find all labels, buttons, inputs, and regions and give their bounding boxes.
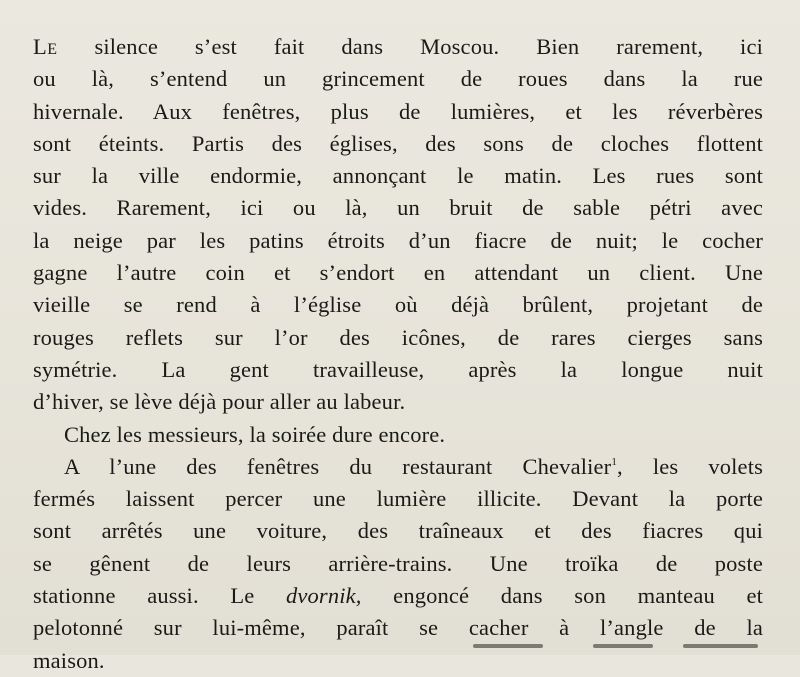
text-line-12: d’hiver, se lève déjà pour aller au labeur.	[33, 389, 406, 415]
text-line-5: sur la ville endormie, annonçant le matin. Les rues sont	[33, 163, 763, 189]
text-line-13: Chez les messieurs, la soirée dure encore.	[64, 421, 446, 447]
text-line-14	[33, 451, 763, 483]
footnote-marker: 1	[611, 455, 617, 468]
cropped-glyphs	[683, 644, 758, 648]
line-text: stationne aussi. Le	[33, 583, 286, 609]
drop-word: Le	[33, 34, 58, 59]
text-line-19: pelotonné sur lui-même, paraît se cacher à l’angle de la	[33, 615, 763, 641]
text-line-3: hivernale. Aux fenêtres, plus de lumières, et les réverbères	[33, 98, 763, 124]
text-line-20: maison.	[33, 647, 105, 673]
line-text: engoncé dans son manteau et	[361, 583, 764, 609]
italic-word: dvornik,	[286, 583, 362, 609]
text-line-17: se gênent de leurs arrière-trains. Une troïka de poste	[33, 550, 763, 576]
cropped-glyphs	[473, 644, 543, 648]
line-text: , les volets	[616, 453, 763, 479]
cropped-glyphs	[593, 644, 653, 648]
text-line-16: sont arrêtés une voiture, des traîneaux et des fiacres qui	[33, 518, 763, 544]
text-line-4: sont éteints. Partis des églises, des sons de cloches flottent	[33, 130, 763, 156]
text-line-18	[33, 580, 763, 612]
body-text	[33, 31, 763, 677]
text-line-15: fermés laissent percer une lumière illicite. Devant la porte	[33, 486, 763, 512]
text-line-11: symétrie. La gent travailleuse, après la longue nuit	[33, 356, 763, 382]
text-line-6: vides. Rarement, ici ou là, un bruit de sable pétri avec	[33, 195, 763, 221]
cropped-next-line	[33, 644, 763, 656]
text-line-8: gagne l’autre coin et s’endort en attendant un client. Une	[33, 260, 763, 286]
line-text: silence s’est fait dans Moscou. Bien rarement, ici	[57, 34, 763, 59]
text-line-2: ou là, s’entend un grincement de roues dans la rue	[33, 66, 763, 92]
text-line-7: la neige par les patins étroits d’un fiacre de nuit; le cocher	[33, 227, 763, 253]
text-line-9: vieille se rend à l’église où déjà brûlent, projetant de	[33, 292, 763, 318]
text-line-10: rouges reflets sur l’or des icônes, de rares cierges sans	[33, 324, 763, 350]
text-line-1	[33, 31, 763, 63]
line-text: A l’une des fenêtres du restaurant Chevalier	[64, 453, 612, 479]
